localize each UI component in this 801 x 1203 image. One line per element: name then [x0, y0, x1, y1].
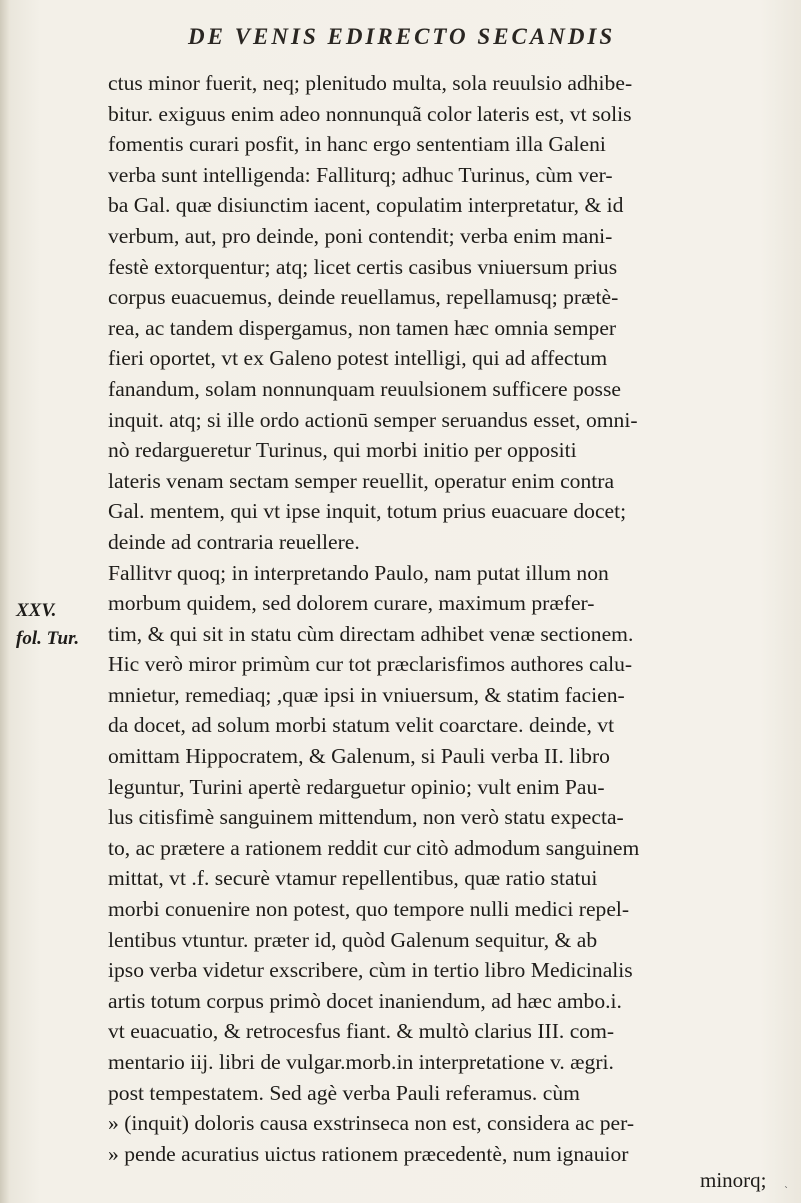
text-line: omittam Hippocratem, & Galenum, si Pauli verba II. libro — [108, 744, 610, 769]
text-line: Hic verò miror primùm cur tot præclarisfimos authores calu- — [108, 652, 633, 677]
text-line: Gal. mentem, qui vt ipse inquit, totum prius euacuare docet; — [108, 499, 627, 524]
text-line: fanandum, solam nonnunquam reuulsionem sufficere posse — [108, 376, 621, 401]
text-line: morbum quidem, sed dolorem curare, maximum præfer- — [108, 591, 595, 616]
text-line: bitur. exiguus enim adeo nonnunquã color lateris est, vt solis — [108, 101, 632, 126]
margin-note-number: XXV. — [16, 600, 57, 621]
text-line: mentario iij. libri de vulgar.morb.in interpretatione v. ægri. — [108, 1050, 614, 1074]
text-line: da docet, ad solum morbi statum velit coarctare. deinde, vt — [108, 713, 615, 738]
text-line: » pende acuratius uictus rationem præcedentè, num ignauior — [108, 1141, 629, 1166]
margin-note-reference: fol. Tur. — [16, 628, 80, 649]
page-binding-shadow — [0, 0, 10, 1203]
text-line: festè extorquentur; atq; licet certis casibus vniuersum prius — [108, 254, 618, 279]
text-line: fieri oportet, vt ex Galeno potest intelligi, qui ad affectum — [108, 346, 608, 371]
running-head: DE VENIS EDIRECTO SECANDIS — [188, 24, 616, 49]
text-line: corpus euacuemus, deinde reuellamus, repellamusq; prætè- — [108, 285, 619, 310]
text-line: nò redargueretur Turinus, qui morbi initio per oppositi — [108, 438, 577, 463]
text-line: ctus minor fuerit, neq; plenitudo multa, sola reuulsio adhibe- — [108, 71, 633, 95]
text-line: Fallitvr quoq; in interpretando Paulo, nam putat illum non — [108, 560, 609, 585]
text-line: artis totum corpus primò docet inaniendum, ad hæc ambo.i. — [108, 988, 622, 1013]
catchword: minorq; — [700, 1168, 767, 1192]
text-line: lentibus vtuntur. præter id, quòd Galenum sequitur, & ab — [108, 927, 598, 952]
text-line: leguntur, Turini apertè redarguetur opinio; vult enim Pau- — [108, 774, 605, 799]
text-line: mnietur, remediaq; ,quæ ipsi in vniuersum, & statim facien- — [108, 682, 625, 707]
body-text — [108, 68, 788, 1169]
text-line: to, ac prætere a rationem reddit cur citò admodum sanguinem — [108, 835, 640, 860]
text-line: rea, ac tandem dispergamus, non tamen hæc omnia semper — [108, 315, 617, 340]
text-line: lateris venam sectam semper reuellit, operatur enim contra — [108, 468, 615, 493]
text-line: deinde ad contraria reuellere. — [108, 529, 360, 554]
text-line: ba Gal. quæ disiunctim iacent, copulatim interpretatur, & id — [108, 193, 624, 218]
text-line: vt euacuatio, & retrocesfus fiant. & multò clarius III. com- — [108, 1019, 615, 1044]
page-mark: ` — [784, 1186, 789, 1197]
text-line: mittat, vt .f. securè vtamur repellentibus, quæ ratio statui — [108, 866, 598, 891]
text-line: lus citisfimè sanguinem mittendum, non verò statu expecta- — [108, 805, 624, 830]
text-line: verba sunt intelligenda: Falliturq; adhuc Turinus, cùm ver- — [108, 162, 613, 187]
text-line: inquit. atq; si ille ordo actionū semper seruandus esset, omni- — [108, 407, 638, 432]
text-line: tim, & qui sit in statu cùm directam adhibet venæ sectionem. — [108, 621, 634, 646]
text-line: morbi conuenire non potest, quo tempore nulli medici repel- — [108, 897, 630, 922]
text-line: verbum, aut, pro deinde, poni contendit; verba enim mani- — [108, 223, 613, 248]
text-line: fomentis curari posfit, in hanc ergo sententiam illa Galeni — [108, 132, 606, 157]
text-line: post tempestatem. Sed agè verba Pauli referamus. cùm — [108, 1080, 580, 1105]
text-line: ipso verba videtur exscribere, cùm in tertio libro Medicinalis — [108, 958, 633, 983]
text-line: » (inquit) doloris causa exstrinseca non est, considera ac per- — [108, 1111, 635, 1136]
